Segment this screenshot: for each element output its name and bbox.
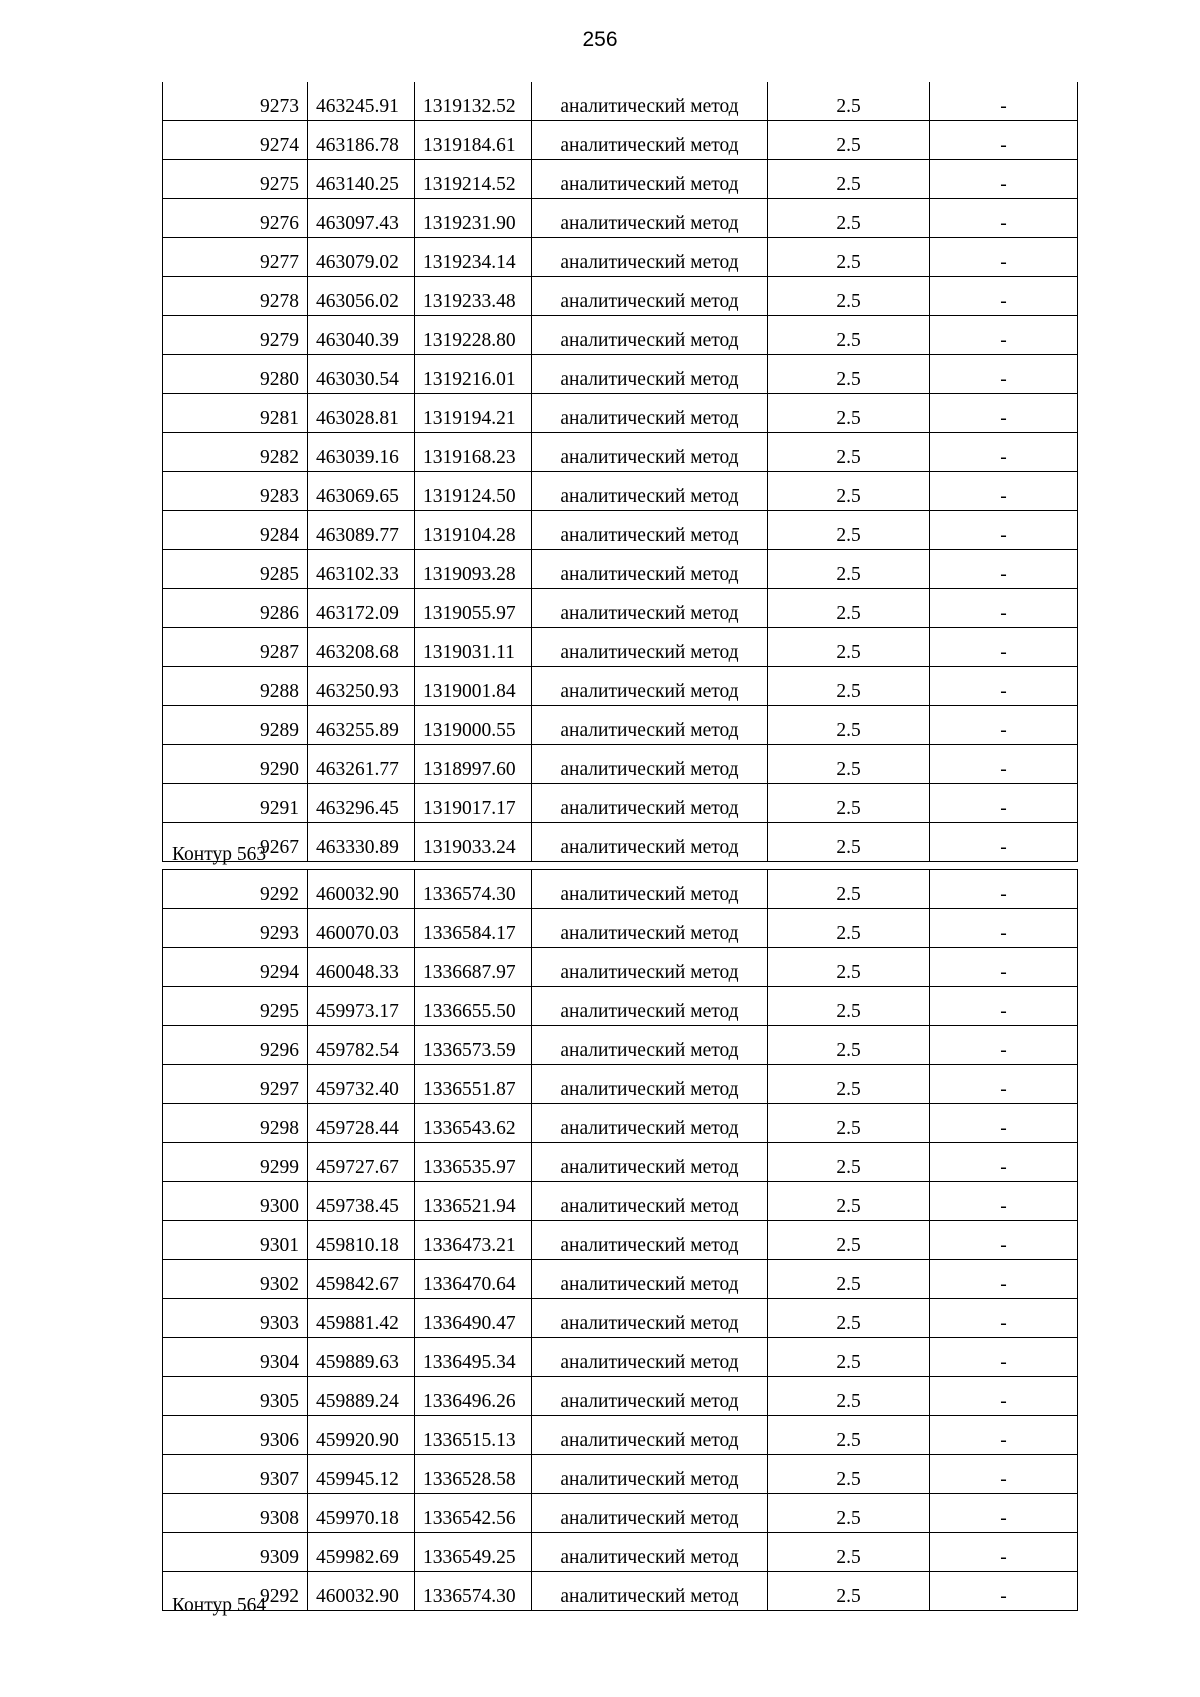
point-number-cell: 9280 [163, 355, 308, 394]
y-coordinate-cell: 1319132.52 [415, 82, 532, 121]
precision-cell: 2.5 [768, 1338, 930, 1377]
precision-cell: 2.5 [768, 121, 930, 160]
x-coordinate-cell: 463102.33 [308, 550, 415, 589]
table-row [163, 1026, 1078, 1065]
table-row [163, 667, 1078, 706]
x-coordinate-cell: 459889.24 [308, 1377, 415, 1416]
method-cell: аналитический метод [532, 589, 768, 628]
x-coordinate-cell: 459727.67 [308, 1143, 415, 1182]
precision-cell: 2.5 [768, 909, 930, 948]
precision-cell: 2.5 [768, 1494, 930, 1533]
table-row [163, 1338, 1078, 1377]
method-cell: аналитический метод [532, 870, 768, 909]
note-cell: - [930, 948, 1078, 987]
point-number-cell: 9306 [163, 1416, 308, 1455]
y-coordinate-cell: 1319000.55 [415, 706, 532, 745]
note-cell: - [930, 870, 1078, 909]
precision-cell: 2.5 [768, 1026, 930, 1065]
method-cell: аналитический метод [532, 1026, 768, 1065]
table-row [163, 948, 1078, 987]
precision-cell: 2.5 [768, 706, 930, 745]
point-number-cell: 9309 [163, 1533, 308, 1572]
note-cell: - [930, 1221, 1078, 1260]
point-number-cell: 9295 [163, 987, 308, 1026]
precision-cell: 2.5 [768, 745, 930, 784]
y-coordinate-cell: 1319234.14 [415, 238, 532, 277]
precision-cell: 2.5 [768, 277, 930, 316]
table-row [163, 589, 1078, 628]
method-cell: аналитический метод [532, 160, 768, 199]
x-coordinate-cell: 459945.12 [308, 1455, 415, 1494]
table-row [163, 1260, 1078, 1299]
x-coordinate-cell: 463097.43 [308, 199, 415, 238]
table-row [163, 277, 1078, 316]
x-coordinate-cell: 459889.63 [308, 1338, 415, 1377]
y-coordinate-cell: 1319231.90 [415, 199, 532, 238]
method-cell: аналитический метод [532, 1182, 768, 1221]
note-cell: - [930, 589, 1078, 628]
table-row [163, 82, 1078, 121]
x-coordinate-cell: 463079.02 [308, 238, 415, 277]
y-coordinate-cell: 1336551.87 [415, 1065, 532, 1104]
precision-cell: 2.5 [768, 394, 930, 433]
x-coordinate-cell: 459881.42 [308, 1299, 415, 1338]
note-cell: - [930, 1065, 1078, 1104]
method-cell: аналитический метод [532, 1338, 768, 1377]
table-row [163, 121, 1078, 160]
coordinates-table-contour-563 [162, 869, 1078, 1611]
table-row [163, 745, 1078, 784]
note-cell: - [930, 238, 1078, 277]
point-number-cell: 9281 [163, 394, 308, 433]
point-number-cell: 9292 [163, 870, 308, 909]
precision-cell: 2.5 [768, 870, 930, 909]
point-number-cell: 9304 [163, 1338, 308, 1377]
point-number-cell: 9308 [163, 1494, 308, 1533]
note-cell: - [930, 667, 1078, 706]
method-cell: аналитический метод [532, 628, 768, 667]
note-cell: - [930, 433, 1078, 472]
precision-cell: 2.5 [768, 160, 930, 199]
table-row [163, 784, 1078, 823]
x-coordinate-cell: 463186.78 [308, 121, 415, 160]
precision-cell: 2.5 [768, 948, 930, 987]
y-coordinate-cell: 1319168.23 [415, 433, 532, 472]
note-cell: - [930, 511, 1078, 550]
precision-cell: 2.5 [768, 550, 930, 589]
point-number-cell: 9282 [163, 433, 308, 472]
precision-cell: 2.5 [768, 82, 930, 121]
note-cell: - [930, 909, 1078, 948]
y-coordinate-cell: 1319124.50 [415, 472, 532, 511]
method-cell: аналитический метод [532, 1416, 768, 1455]
y-coordinate-cell: 1336549.25 [415, 1533, 532, 1572]
method-cell: аналитический метод [532, 1494, 768, 1533]
x-coordinate-cell: 459842.67 [308, 1260, 415, 1299]
contour-563-label: Контур 563 [172, 844, 267, 865]
precision-cell: 2.5 [768, 987, 930, 1026]
precision-cell: 2.5 [768, 589, 930, 628]
method-cell: аналитический метод [532, 355, 768, 394]
x-coordinate-cell: 460032.90 [308, 870, 415, 909]
precision-cell: 2.5 [768, 511, 930, 550]
precision-cell: 2.5 [768, 1221, 930, 1260]
method-cell: аналитический метод [532, 784, 768, 823]
point-number-cell: 9276 [163, 199, 308, 238]
point-number-cell: 9290 [163, 745, 308, 784]
point-number-cell: 9301 [163, 1221, 308, 1260]
method-cell: аналитический метод [532, 745, 768, 784]
x-coordinate-cell: 460032.90 [308, 1572, 415, 1611]
precision-cell: 2.5 [768, 1104, 930, 1143]
y-coordinate-cell: 1319031.11 [415, 628, 532, 667]
point-number-cell: 9277 [163, 238, 308, 277]
point-number-cell: 9299 [163, 1143, 308, 1182]
y-coordinate-cell: 1319104.28 [415, 511, 532, 550]
precision-cell: 2.5 [768, 667, 930, 706]
precision-cell: 2.5 [768, 1572, 930, 1611]
note-cell: - [930, 1299, 1078, 1338]
precision-cell: 2.5 [768, 355, 930, 394]
point-number-cell: 9291 [163, 784, 308, 823]
table-row [163, 511, 1078, 550]
note-cell: - [930, 1182, 1078, 1221]
x-coordinate-cell: 459738.45 [308, 1182, 415, 1221]
method-cell: аналитический метод [532, 121, 768, 160]
note-cell: - [930, 706, 1078, 745]
method-cell: аналитический метод [532, 1143, 768, 1182]
x-coordinate-cell: 463040.39 [308, 316, 415, 355]
x-coordinate-cell: 463261.77 [308, 745, 415, 784]
point-number-cell: 9305 [163, 1377, 308, 1416]
table-row [163, 1494, 1078, 1533]
table-row [163, 1299, 1078, 1338]
method-cell: аналитический метод [532, 706, 768, 745]
precision-cell: 2.5 [768, 823, 930, 862]
note-cell: - [930, 1494, 1078, 1533]
point-number-cell: 9284 [163, 511, 308, 550]
point-number-cell: 9292 [163, 1572, 308, 1611]
x-coordinate-cell: 460048.33 [308, 948, 415, 987]
note-cell: - [930, 745, 1078, 784]
page-number: 256 [582, 28, 618, 51]
y-coordinate-cell: 1318997.60 [415, 745, 532, 784]
method-cell: аналитический метод [532, 277, 768, 316]
y-coordinate-cell: 1319194.21 [415, 394, 532, 433]
point-number-cell: 9285 [163, 550, 308, 589]
point-number-cell: 9267 [163, 823, 308, 862]
note-cell: - [930, 316, 1078, 355]
coordinates-table-continued [162, 82, 1078, 862]
table-row [163, 628, 1078, 667]
method-cell: аналитический метод [532, 948, 768, 987]
precision-cell: 2.5 [768, 1455, 930, 1494]
table-row [163, 1533, 1078, 1572]
x-coordinate-cell: 463069.65 [308, 472, 415, 511]
table-row [163, 394, 1078, 433]
point-number-cell: 9286 [163, 589, 308, 628]
precision-cell: 2.5 [768, 1416, 930, 1455]
table-row [163, 1572, 1078, 1611]
x-coordinate-cell: 460070.03 [308, 909, 415, 948]
note-cell: - [930, 277, 1078, 316]
x-coordinate-cell: 463208.68 [308, 628, 415, 667]
note-cell: - [930, 1104, 1078, 1143]
y-coordinate-cell: 1319228.80 [415, 316, 532, 355]
precision-cell: 2.5 [768, 1299, 930, 1338]
point-number-cell: 9307 [163, 1455, 308, 1494]
x-coordinate-cell: 459920.90 [308, 1416, 415, 1455]
point-number-cell: 9289 [163, 706, 308, 745]
x-coordinate-cell: 463172.09 [308, 589, 415, 628]
method-cell: аналитический метод [532, 472, 768, 511]
method-cell: аналитический метод [532, 82, 768, 121]
y-coordinate-cell: 1336535.97 [415, 1143, 532, 1182]
method-cell: аналитический метод [532, 1377, 768, 1416]
x-coordinate-cell: 463056.02 [308, 277, 415, 316]
table-row [163, 823, 1078, 862]
note-cell: - [930, 1533, 1078, 1572]
method-cell: аналитический метод [532, 909, 768, 948]
method-cell: аналитический метод [532, 1533, 768, 1572]
table-row [163, 1182, 1078, 1221]
x-coordinate-cell: 463039.16 [308, 433, 415, 472]
precision-cell: 2.5 [768, 433, 930, 472]
x-coordinate-cell: 459810.18 [308, 1221, 415, 1260]
y-coordinate-cell: 1336473.21 [415, 1221, 532, 1260]
method-cell: аналитический метод [532, 823, 768, 862]
table-row [163, 1143, 1078, 1182]
note-cell: - [930, 784, 1078, 823]
y-coordinate-cell: 1319233.48 [415, 277, 532, 316]
precision-cell: 2.5 [768, 472, 930, 511]
table-row [163, 433, 1078, 472]
method-cell: аналитический метод [532, 316, 768, 355]
note-cell: - [930, 121, 1078, 160]
y-coordinate-cell: 1336495.34 [415, 1338, 532, 1377]
point-number-cell: 9294 [163, 948, 308, 987]
y-coordinate-cell: 1336515.13 [415, 1416, 532, 1455]
point-number-cell: 9297 [163, 1065, 308, 1104]
method-cell: аналитический метод [532, 1065, 768, 1104]
note-cell: - [930, 355, 1078, 394]
table-row [163, 472, 1078, 511]
table-row [163, 1221, 1078, 1260]
x-coordinate-cell: 463330.89 [308, 823, 415, 862]
y-coordinate-cell: 1336528.58 [415, 1455, 532, 1494]
x-coordinate-cell: 459970.18 [308, 1494, 415, 1533]
y-coordinate-cell: 1336521.94 [415, 1182, 532, 1221]
point-number-cell: 9293 [163, 909, 308, 948]
note-cell: - [930, 1143, 1078, 1182]
point-number-cell: 9300 [163, 1182, 308, 1221]
table-row [163, 238, 1078, 277]
y-coordinate-cell: 1319017.17 [415, 784, 532, 823]
precision-cell: 2.5 [768, 1143, 930, 1182]
point-number-cell: 9298 [163, 1104, 308, 1143]
note-cell: - [930, 1260, 1078, 1299]
table-row [163, 550, 1078, 589]
table-row [163, 706, 1078, 745]
y-coordinate-cell: 1336470.64 [415, 1260, 532, 1299]
note-cell: - [930, 1026, 1078, 1065]
table-row [163, 355, 1078, 394]
precision-cell: 2.5 [768, 784, 930, 823]
method-cell: аналитический метод [532, 987, 768, 1026]
x-coordinate-cell: 463245.91 [308, 82, 415, 121]
x-coordinate-cell: 459982.69 [308, 1533, 415, 1572]
method-cell: аналитический метод [532, 1221, 768, 1260]
precision-cell: 2.5 [768, 1377, 930, 1416]
precision-cell: 2.5 [768, 316, 930, 355]
y-coordinate-cell: 1319184.61 [415, 121, 532, 160]
table-row [163, 1416, 1078, 1455]
x-coordinate-cell: 463140.25 [308, 160, 415, 199]
y-coordinate-cell: 1336655.50 [415, 987, 532, 1026]
precision-cell: 2.5 [768, 1533, 930, 1572]
x-coordinate-cell: 463028.81 [308, 394, 415, 433]
table-row [163, 870, 1078, 909]
y-coordinate-cell: 1336543.62 [415, 1104, 532, 1143]
note-cell: - [930, 823, 1078, 862]
point-number-cell: 9288 [163, 667, 308, 706]
point-number-cell: 9283 [163, 472, 308, 511]
table-row [163, 199, 1078, 238]
note-cell: - [930, 550, 1078, 589]
y-coordinate-cell: 1319001.84 [415, 667, 532, 706]
table-row [163, 1377, 1078, 1416]
y-coordinate-cell: 1319033.24 [415, 823, 532, 862]
note-cell: - [930, 1455, 1078, 1494]
method-cell: аналитический метод [532, 550, 768, 589]
point-number-cell: 9274 [163, 121, 308, 160]
precision-cell: 2.5 [768, 1065, 930, 1104]
point-number-cell: 9296 [163, 1026, 308, 1065]
method-cell: аналитический метод [532, 667, 768, 706]
note-cell: - [930, 1416, 1078, 1455]
table-row [163, 987, 1078, 1026]
note-cell: - [930, 628, 1078, 667]
method-cell: аналитический метод [532, 238, 768, 277]
method-cell: аналитический метод [532, 1260, 768, 1299]
point-number-cell: 9278 [163, 277, 308, 316]
table-row [163, 316, 1078, 355]
table-row [163, 1065, 1078, 1104]
x-coordinate-cell: 463089.77 [308, 511, 415, 550]
table-row [163, 160, 1078, 199]
point-number-cell: 9275 [163, 160, 308, 199]
note-cell: - [930, 1572, 1078, 1611]
method-cell: аналитический метод [532, 1572, 768, 1611]
point-number-cell: 9279 [163, 316, 308, 355]
y-coordinate-cell: 1336573.59 [415, 1026, 532, 1065]
note-cell: - [930, 82, 1078, 121]
note-cell: - [930, 394, 1078, 433]
method-cell: аналитический метод [532, 1104, 768, 1143]
y-coordinate-cell: 1336496.26 [415, 1377, 532, 1416]
x-coordinate-cell: 459782.54 [308, 1026, 415, 1065]
note-cell: - [930, 1377, 1078, 1416]
table-row [163, 1455, 1078, 1494]
point-number-cell: 9303 [163, 1299, 308, 1338]
precision-cell: 2.5 [768, 199, 930, 238]
x-coordinate-cell: 459973.17 [308, 987, 415, 1026]
y-coordinate-cell: 1319055.97 [415, 589, 532, 628]
y-coordinate-cell: 1336687.97 [415, 948, 532, 987]
method-cell: аналитический метод [532, 199, 768, 238]
note-cell: - [930, 987, 1078, 1026]
method-cell: аналитический метод [532, 511, 768, 550]
y-coordinate-cell: 1336574.30 [415, 870, 532, 909]
y-coordinate-cell: 1336574.30 [415, 1572, 532, 1611]
x-coordinate-cell: 463030.54 [308, 355, 415, 394]
note-cell: - [930, 1338, 1078, 1377]
y-coordinate-cell: 1319093.28 [415, 550, 532, 589]
method-cell: аналитический метод [532, 433, 768, 472]
x-coordinate-cell: 463255.89 [308, 706, 415, 745]
x-coordinate-cell: 463296.45 [308, 784, 415, 823]
precision-cell: 2.5 [768, 628, 930, 667]
precision-cell: 2.5 [768, 1182, 930, 1221]
x-coordinate-cell: 459732.40 [308, 1065, 415, 1104]
x-coordinate-cell: 463250.93 [308, 667, 415, 706]
precision-cell: 2.5 [768, 1260, 930, 1299]
x-coordinate-cell: 459728.44 [308, 1104, 415, 1143]
method-cell: аналитический метод [532, 1299, 768, 1338]
point-number-cell: 9287 [163, 628, 308, 667]
y-coordinate-cell: 1336584.17 [415, 909, 532, 948]
note-cell: - [930, 199, 1078, 238]
contour-564-label: Контур 564 [172, 1595, 267, 1616]
y-coordinate-cell: 1319216.01 [415, 355, 532, 394]
table-row [163, 1104, 1078, 1143]
point-number-cell: 9273 [163, 82, 308, 121]
note-cell: - [930, 160, 1078, 199]
method-cell: аналитический метод [532, 1455, 768, 1494]
table-row [163, 909, 1078, 948]
precision-cell: 2.5 [768, 238, 930, 277]
y-coordinate-cell: 1336542.56 [415, 1494, 532, 1533]
note-cell: - [930, 472, 1078, 511]
method-cell: аналитический метод [532, 394, 768, 433]
point-number-cell: 9302 [163, 1260, 308, 1299]
y-coordinate-cell: 1336490.47 [415, 1299, 532, 1338]
y-coordinate-cell: 1319214.52 [415, 160, 532, 199]
